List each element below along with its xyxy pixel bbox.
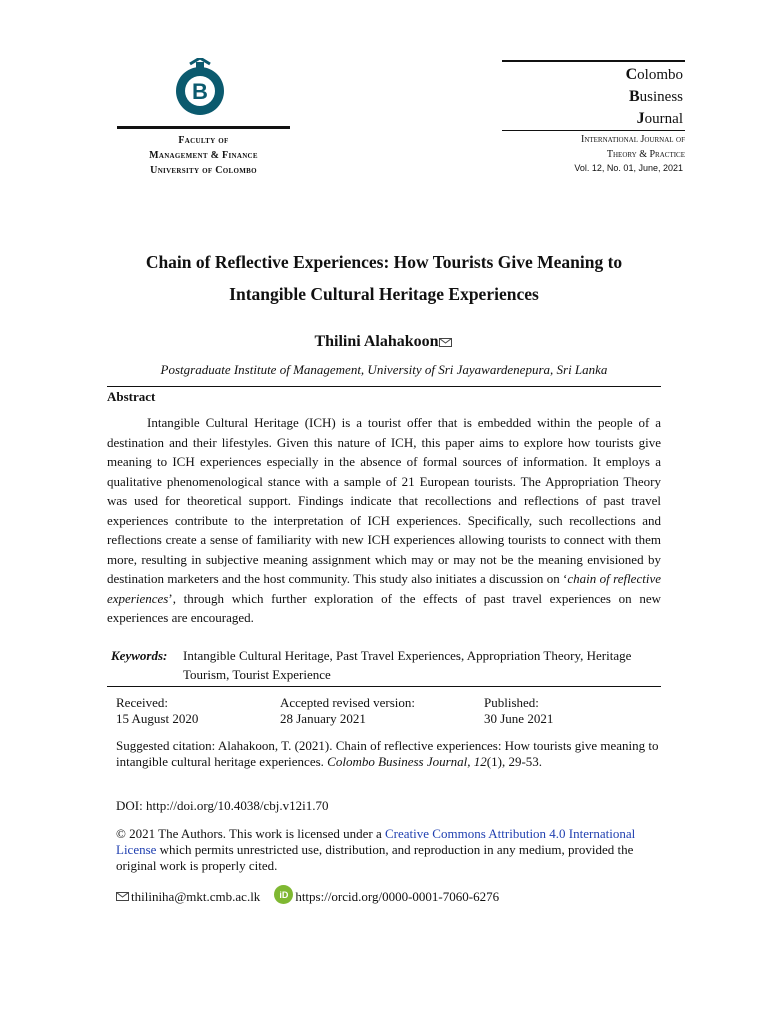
author-contact [116, 887, 499, 906]
header-rule-left [117, 126, 290, 129]
article-dates: Received: 15 August 2020 Accepted revised version: 28 January 2021 Published: 30 June 2021 [116, 695, 554, 726]
envelope-icon [439, 338, 452, 347]
keywords [107, 646, 661, 684]
faculty-name: Faculty of Management & Finance University of Colombo [149, 135, 258, 176]
suggested-citation: Suggested citation: Alahakoon, T. (2021). Chain of reflective experiences: How tourists give meaning to intangible cultural heritage experiences. Colombo Business Journal, 12(1), 29-53. [116, 738, 659, 769]
author-affiliation: Postgraduate Institute of Management, University of Sri Jayawardenepura, Sri Lanka [160, 362, 608, 377]
journal-subtitle: International Journal of Theory & Practice [581, 134, 685, 160]
abstract-rule-top [107, 386, 661, 387]
keywords-list: Intangible Cultural Heritage, Past Travel Experiences, Appropriation Theory, Heritage Tourism, Tourist Experience [183, 648, 632, 682]
svg-text:B: B [192, 79, 208, 104]
license-statement: © 2021 The Authors. This work is licensed under a Creative Commons Attribution 4.0 International License which permits unrestricted use, distribution, and reproduction in any medium, provided the original work is properly cited. [116, 826, 636, 873]
journal-name: Colombo Business Journal [625, 66, 683, 127]
header-rule-right-top [502, 60, 685, 62]
abstract-rule-bottom [107, 686, 661, 687]
abstract-text: Intangible Cultural Heritage (ICH) is a tourist offer that is embedded within the people of a destination and their lifestyles. Given this nature of ICH, this paper aims to explore how tourists give meaning to ICH experiences especially in the absence of formal sources of information. It employs a qualitative phenomenological stance with a sample of 21 European tourists. The Appropriation Theory was used for theoretical support. Findings indicate that recollections and reflections of past travel experiences contribute to the interpretation of ICH experiences. Specifically, such recollections and reflections create a sense of familiarity with new ICH experiences allowing tourists to connect with them more, resulting in subjective meaning assignment which may or may not be the meaning envisioned by destination marketers and the host community. This study also initiates a discussion on ‘chain of reflective experiences’, through which further exploration of the effects of past travel experiences on new experiences are encouraged. [107, 415, 661, 625]
author-email[interactable]: thiliniha@mkt.cmb.ac.lk [131, 888, 261, 904]
envelope-icon [116, 892, 129, 901]
license-link[interactable]: Creative Commons Attribution 4.0 International License [116, 826, 636, 857]
orcid-link[interactable]: https://orcid.org/0000-0001-7060-6276 [295, 888, 500, 904]
abstract-heading: Abstract [107, 389, 156, 404]
orcid-icon: iD [274, 885, 293, 904]
keywords-label: Keywords: [111, 648, 168, 663]
article-title: Chain of Reflective Experiences: How Tourists Give Meaning to Intangible Cultural Heritage Experiences [145, 252, 623, 304]
doi: DOI: http://doi.org/10.4038/cbj.v12i1.70 [116, 798, 329, 813]
faculty-logo [170, 58, 230, 120]
volume-info: Vol. 12, No. 01, June, 2021 [574, 163, 683, 173]
author-name: Thilini Alahakoon [80, 333, 688, 351]
header-rule-right-mid [502, 130, 685, 131]
